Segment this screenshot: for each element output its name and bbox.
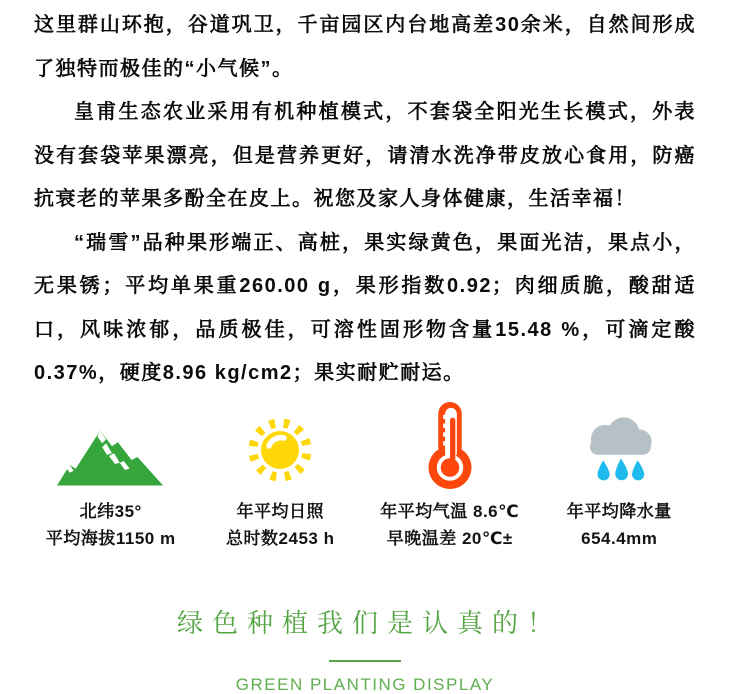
climate-stats-row — [0, 408, 730, 553]
stat-sunshine — [196, 408, 366, 553]
stat-label-rainfall-value: 654.4mm — [581, 529, 658, 548]
title-divider-line — [329, 660, 401, 662]
stat-label-temp-range: 早晚温差 20℃± — [386, 529, 513, 548]
stat-label-temperature: 年平均气温 8.6℃ — [380, 501, 520, 521]
stat-label-altitude: 平均海拔1150 m — [45, 529, 176, 548]
stat-label-rainfall: 年平均降水量 — [566, 501, 672, 521]
paragraph-terrain: 这里群山环抱，谷道巩卫，千亩园区内台地高差30余米，自然间形成了独特而极佳的“小气候”。 — [34, 14, 696, 80]
paragraph-variety: “瑞雪”品种果形端正、高桩，果实绿黄色，果面光洁，果点小，无果锈；平均单果重260.00 g，果形指数0.92；肉细质脆，酸甜适口，风味浓郁，品质极佳，可溶性固形物含量15.48 %，可滴定酸0.37%，硬度8.96 kg/cm2；果实耐贮耐运。 — [34, 231, 696, 384]
green-planting-section-header — [0, 603, 730, 694]
mountain-icon — [26, 408, 196, 498]
stat-label-sunshine-1: 年平均日照 — [236, 501, 324, 521]
sun-icon — [196, 408, 366, 498]
stat-rainfall — [535, 408, 705, 553]
paragraph-planting: 皇甫生态农业采用有机种植模式，不套袋全阳光生长模式，外表没有套袋苹果漂亮，但是营养更好，请清水洗净带皮放心食用，防癌抗衰老的苹果多酚全在皮上。祝您及家人身体健康，生活幸福！ — [34, 101, 696, 210]
stat-label-sunshine-2: 总时数2453 h — [226, 529, 335, 548]
section-subtitle-en: GREEN PLANTING DISPLAY — [235, 674, 495, 694]
rain-cloud-icon — [535, 408, 705, 498]
stat-temperature — [365, 408, 535, 553]
stat-latitude-altitude — [26, 408, 196, 553]
section-title: 绿色种植我们是认真的！ — [176, 607, 562, 638]
thermometer-icon — [365, 408, 535, 498]
stat-label-latitude: 北纬35° — [79, 501, 142, 521]
